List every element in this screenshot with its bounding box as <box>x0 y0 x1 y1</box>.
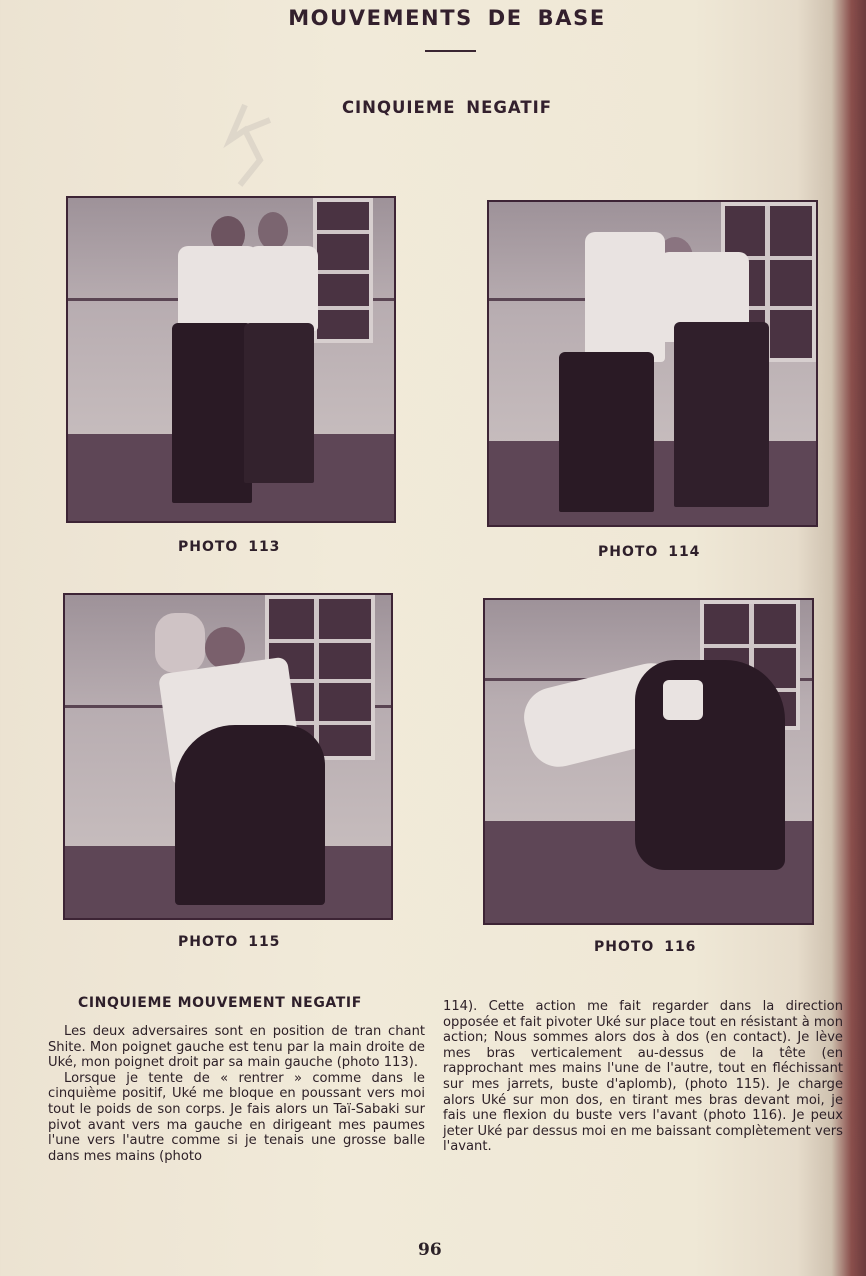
photo-115 <box>63 593 393 920</box>
title-divider <box>425 50 476 52</box>
photo-114 <box>487 200 818 527</box>
show-through-figure-icon <box>210 100 280 190</box>
photo-116 <box>483 598 814 925</box>
photo-115-caption: PHOTO 115 <box>178 934 281 950</box>
page-title: MOUVEMENTS DE BASE <box>288 6 606 30</box>
article-heading: CINQUIEME MOUVEMENT NEGATIF <box>78 995 362 1011</box>
section-subtitle: CINQUIEME NEGATIF <box>341 98 553 117</box>
photo-113-caption: PHOTO 113 <box>178 539 281 555</box>
article-left-column <box>48 1024 425 1164</box>
paragraph: Les deux adversaires sont en position de tran chant Shite. Mon poignet gauche est tenu par la main droite de Uké, mon poignet droit par sa main gauche (photo 113). <box>48 1024 425 1071</box>
page-number: 96 <box>418 1240 442 1260</box>
photo-113 <box>66 196 396 523</box>
photo-114-caption: PHOTO 114 <box>598 544 701 560</box>
photo-116-caption: PHOTO 116 <box>594 939 697 955</box>
article-right-column <box>443 999 843 1155</box>
paragraph: Lorsque je tente de « rentrer » comme dans le cinquième positif, Uké me bloque en poussant vers moi tout le poids de son corps. Je fais alors un Taï-Sabaki sur pivot avant vers ma gauche en dirigeant mes paumes l'une vers l'autre comme si je tenais une grosse balle dans mes mains (photo <box>48 1070 425 1164</box>
paragraph: 114). Cette action me fait regarder dans la direction opposée et fait pivoter Uké sur place tout en résistant à mon action; Nous sommes alors dos à dos (en contact). Je lève mes bras verticalement au-dessus de la tête (en rapprochant mes mains l'une de l'autre, tout en fléchissant sur mes jarrets, buste d'aplomb), (photo 115). Je charge alors Uké sur mon dos, en tirant mes bras devant moi, je fais une flexion du buste vers l'avant (photo 116). Je peux jeter Uké par dessus moi en me baissant complètement vers l'avant. <box>443 999 843 1155</box>
